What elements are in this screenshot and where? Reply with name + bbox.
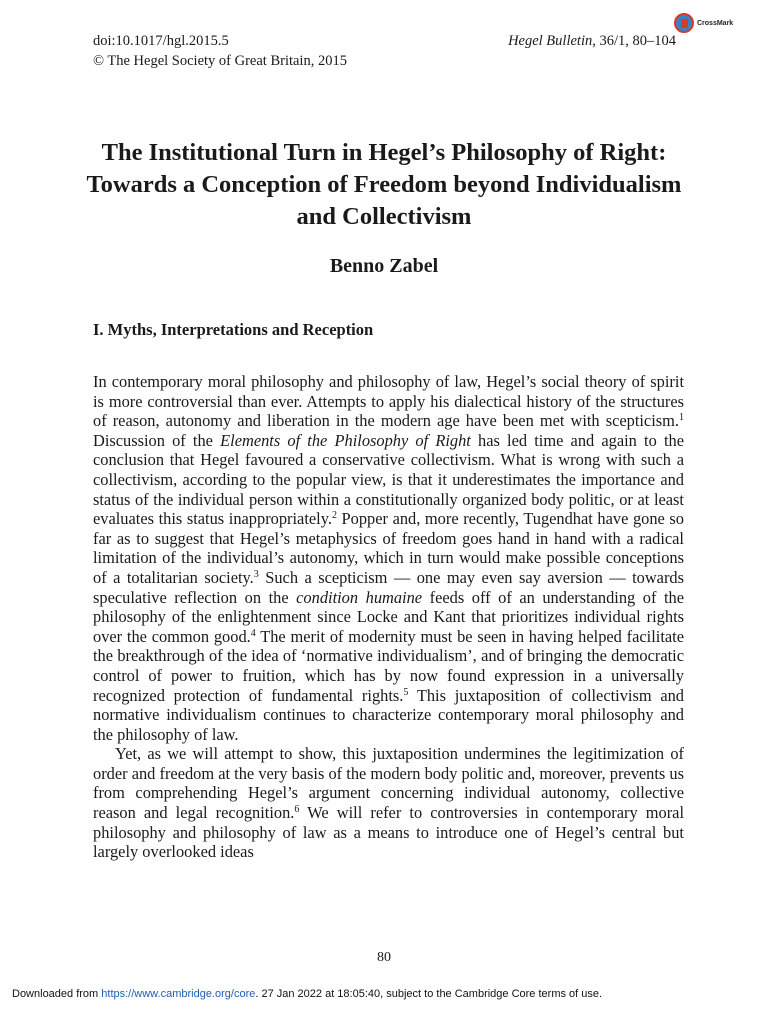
cambridge-core-link[interactable]: https://www.cambridge.org/core: [101, 988, 256, 1000]
crossmark-icon: [674, 13, 694, 33]
crossmark-badge[interactable]: [674, 12, 733, 34]
crossmark-label: CrossMark: [697, 19, 734, 27]
emphasis-term: condition humaine: [296, 587, 423, 607]
article-title: The Institutional Turn in Hegel’s Philosophy of Right: Towards a Conception of Freedom beyond Individualism and Collectivism: [86, 139, 682, 230]
footnote-ref[interactable]: 2: [331, 510, 337, 522]
article-body: [93, 372, 684, 862]
body-paragraph-2: Yet, as we will attempt to show, this juxtaposition undermines the legitimization of order and freedom at the very basis of the modern body politic and, moreover, prevents us from comprehending Hegel’s argument concerning individual autonomy, collective reason and legal recognition.$^6$ We will refer to controversies in contemporary moral philosophy and philosophy of law as a means to introduce one of Hegel’s central but largely overlooked ideas: [93, 744, 684, 862]
footnote-ref[interactable]: 5: [403, 686, 409, 698]
body-paragraph-1: In contemporary moral philosophy and philosophy of law, Hegel’s social theory of spirit is more controversial than ever. Attempts to apply his dialectical history of the structures of reason, autonomy and liberation in the modern age have been met with scepticism.$^1$ Discussion of the Elements of the Philosophy of Right has led time and again to the conclusion that Hegel favoured a conservative collectivism. What is wrong with such a collectivism, according to the popular view, is that it underestimates the importance and status of the individual person within a constitutionally organized body politic, or at least evaluates this status inappropriately.$^2$ Popper and, more recently, Tugendhat have gone so far as to suggest that Hegel’s metaphysics of freedom goes hand in hand with a radical limitation of the individual’s autonomy, which in turn would make possible conceptions of a totalitarian society.$^3$ Such a scepticism — one may even say aversion — towards speculative reflection on the condition humaine feeds off of an understanding of the philosophy of the enlightenment since Locke and Kant that prioritizes individual rights over the common good.$^4$ The merit of modernity must be seen in having helped facilitate the breakthrough of the idea of ‘normative individualism’, and of bringing the democratic control of power to fruition, which has by now found expression in a universally recognized protection of fundamental rights.$^5$ This juxtaposition of collectivism and normative individualism continues to characterize contemporary moral philosophy and the philosophy of law.: [93, 372, 685, 744]
footnote-ref[interactable]: 6: [294, 804, 300, 816]
journal-volume: , 36/1, 80–104: [592, 33, 676, 49]
footnote-ref[interactable]: 1: [679, 412, 684, 424]
download-footer: Downloaded from https://www.cambridge.org/core. 27 Jan 2022 at 18:05:40, subject to the Cambridge Core terms of use.: [12, 988, 603, 1000]
footnote-ref[interactable]: 3: [253, 568, 259, 580]
book-title: Elements of the Philosophy of Right: [220, 430, 471, 450]
page-number: 80: [377, 950, 391, 965]
journal-name: Hegel Bulletin: [508, 33, 593, 49]
section-heading: I. Myths, Interpretations and Reception: [93, 320, 374, 339]
header-right: [508, 31, 676, 51]
footnote-ref[interactable]: 4: [250, 627, 256, 639]
header-left: [93, 31, 347, 71]
copyright: © The Hegel Society of Great Britain, 2015: [93, 53, 347, 69]
doi[interactable]: doi:10.1017/hgl.2015.5: [93, 33, 229, 49]
article-author: Benno Zabel: [329, 255, 439, 277]
